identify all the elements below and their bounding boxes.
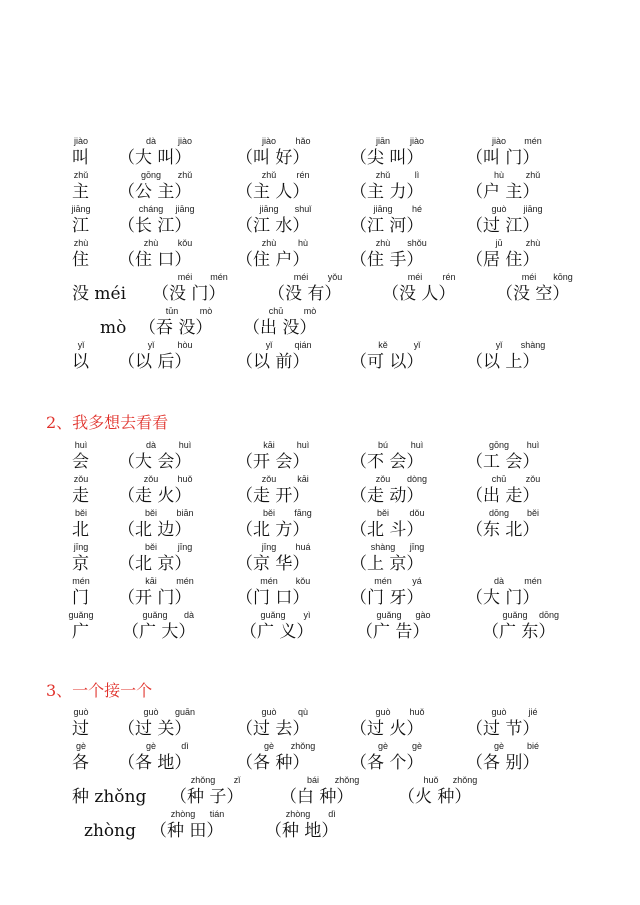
word-group-text: （没 空） [496, 284, 570, 304]
word-group-text: （东 北） [466, 520, 540, 540]
word-group-text: （没 有） [268, 284, 342, 304]
pinyin-label: chū [268, 306, 284, 316]
pinyin-label: jié [528, 707, 538, 717]
pinyin-label: guǎng [502, 610, 528, 620]
vocab-row [0, 707, 640, 741]
pinyin-label: biān [176, 508, 194, 518]
word-group-text: （白 种） [280, 787, 354, 807]
word-group-text: （走 开） [236, 486, 310, 506]
pinyin-label: yǐ [77, 340, 85, 350]
pinyin-label: huá [295, 542, 311, 552]
word-group-text: （吞 没） [139, 318, 213, 338]
pinyin-label: jiāng [71, 204, 91, 214]
vocab-row [0, 809, 640, 843]
vocab-row [0, 440, 640, 474]
pinyin-label: jiāng [523, 204, 543, 214]
pinyin-label: bié [526, 741, 539, 751]
pinyin-label: dà [493, 576, 504, 586]
pinyin-label: jiào [409, 136, 424, 146]
pinyin-label: huǒ [177, 474, 193, 484]
word-group-text: （广 大） [122, 622, 196, 642]
word-group-text: （开 会） [236, 452, 310, 472]
pinyin-label: gè [263, 741, 274, 751]
pinyin-label: běi [144, 508, 157, 518]
word-group-text: （北 京） [118, 554, 192, 574]
pinyin-label: dà [145, 136, 156, 146]
pinyin-label: fāng [294, 508, 312, 518]
word-group-text: （大 会） [118, 452, 192, 472]
pinyin-label: jīng [177, 542, 193, 552]
pinyin-label: kāi [263, 440, 275, 450]
pinyin-label: zhù [73, 238, 89, 248]
headword-text: 种 zhǒng [72, 787, 147, 807]
pinyin-label: qù [297, 707, 308, 717]
word-group-text: （北 边） [118, 520, 192, 540]
word-group-text: （门 口） [236, 588, 310, 608]
word-group-text: （广 义） [240, 622, 314, 642]
pinyin-label: yì [303, 610, 311, 620]
pinyin-label: jiào [491, 136, 506, 146]
pinyin-label: guò [491, 707, 507, 717]
word-group-text: （不 会） [350, 452, 424, 472]
vocab-row [0, 340, 640, 374]
pinyin-label: jīng [73, 542, 89, 552]
pinyin-label: dì [181, 741, 189, 751]
word-group-text: （没 门） [152, 284, 226, 304]
word-group-text: （种 子） [170, 787, 244, 807]
pinyin-label: guò [491, 204, 507, 214]
pinyin-label: zhǔ [525, 170, 541, 180]
word-group-text: （长 江） [118, 216, 192, 236]
pinyin-label: guǎng [376, 610, 402, 620]
word-group-text: （广 东） [482, 622, 556, 642]
word-group-text: （以 后） [118, 352, 192, 372]
pinyin-label: guò [143, 707, 159, 717]
pinyin-label: jiào [177, 136, 192, 146]
pinyin-label: kě [378, 340, 388, 350]
pinyin-label: méi [521, 272, 537, 282]
vocab-row [0, 238, 640, 272]
pinyin-label: guò [73, 707, 89, 717]
vocab-row [0, 306, 640, 340]
word-group-text: （以 上） [466, 352, 540, 372]
pinyin-label: jū [495, 238, 503, 248]
word-group-text: （各 种） [236, 753, 310, 773]
headword-text: 叫 [72, 148, 89, 168]
pinyin-label: guò [261, 707, 277, 717]
word-group-text: （尖 叫） [350, 148, 424, 168]
pinyin-label: běi [262, 508, 275, 518]
pinyin-label: yǒu [327, 272, 343, 282]
pinyin-label: gōng [140, 170, 162, 180]
pinyin-label: yǐ [495, 340, 503, 350]
pinyin-label: běi [74, 508, 87, 518]
pinyin-label: zhù [261, 238, 277, 248]
pinyin-label: zǒu [375, 474, 391, 484]
vocab-row [0, 474, 640, 508]
pinyin-label: zhù [525, 238, 541, 248]
word-group-text: （户 主） [466, 182, 540, 202]
word-group-text: （江 水） [236, 216, 310, 236]
word-group-text: （走 动） [350, 486, 424, 506]
pinyin-label: guǎng [142, 610, 168, 620]
word-group-text: （出 走） [466, 486, 540, 506]
vocab-row [0, 508, 640, 542]
word-group-text: （过 火） [350, 719, 424, 739]
headword-text: 走 [72, 486, 89, 506]
pinyin-label: méi [407, 272, 423, 282]
pinyin-label: zhǒng [334, 775, 360, 785]
headword-text: 北 [72, 520, 89, 540]
vocab-row [0, 272, 640, 306]
pinyin-label: qián [294, 340, 312, 350]
word-group-text: （各 别） [466, 753, 540, 773]
pinyin-label: huì [178, 440, 192, 450]
word-group-text: （开 门） [118, 588, 192, 608]
vocab-row [0, 576, 640, 610]
pinyin-label: zhǔ [177, 170, 193, 180]
vocab-row [0, 741, 640, 775]
pinyin-label: rén [442, 272, 456, 282]
pinyin-label: jiāng [259, 204, 279, 214]
pinyin-label: zǒu [261, 474, 277, 484]
word-group-text: （火 种） [398, 787, 472, 807]
pinyin-label: dòng [406, 474, 428, 484]
word-group-text: （过 江） [466, 216, 540, 236]
pinyin-label: zhǒng [290, 741, 316, 751]
pinyin-label: yǐ [413, 340, 421, 350]
section-heading: 3、一个接一个 [46, 681, 153, 700]
pinyin-label: shàng [370, 542, 396, 552]
headword-text: 住 [72, 250, 89, 270]
word-group-text: （过 关） [118, 719, 192, 739]
headword-text: 江 [72, 216, 89, 236]
pinyin-label: jiāng [175, 204, 195, 214]
headword-text: 各 [72, 753, 89, 773]
word-group-text: （出 没） [243, 318, 317, 338]
word-group-text: （北 方） [236, 520, 310, 540]
pinyin-label: méi [293, 272, 309, 282]
word-group-text: （没 人） [382, 284, 456, 304]
pinyin-label: dōng [488, 508, 510, 518]
pinyin-label: zhù [375, 238, 391, 248]
word-group-text: （住 户） [236, 250, 310, 270]
pinyin-label: huì [410, 440, 424, 450]
word-group-text: （过 节） [466, 719, 540, 739]
pinyin-label: gè [145, 741, 156, 751]
pinyin-label: jīng [261, 542, 277, 552]
headword-text: 会 [72, 452, 89, 472]
word-group-text: （大 门） [466, 588, 540, 608]
pinyin-label: zhù [143, 238, 159, 248]
pinyin-label: jīng [409, 542, 425, 552]
pinyin-label: zǒu [525, 474, 541, 484]
pinyin-label: zhǔ [73, 170, 89, 180]
word-group-text: （住 手） [350, 250, 424, 270]
pinyin-label: mén [72, 576, 90, 586]
word-group-text: （主 力） [350, 182, 424, 202]
vocab-row [0, 204, 640, 238]
word-group-text: （种 田） [150, 821, 224, 841]
pinyin-label: cháng [138, 204, 164, 214]
headword-text: 广 [72, 622, 89, 642]
vocab-row [0, 170, 640, 204]
pinyin-label: yǐ [265, 340, 273, 350]
word-group-text: （过 去） [236, 719, 310, 739]
pinyin-label: huì [296, 440, 310, 450]
word-group-text: （上 京） [350, 554, 424, 574]
pinyin-label: dà [183, 610, 194, 620]
pinyin-label: rén [296, 170, 310, 180]
pinyin-label: dōng [538, 610, 560, 620]
pinyin-label: jiào [261, 136, 276, 146]
pinyin-label: jiāng [373, 204, 393, 214]
pinyin-label: chū [491, 474, 507, 484]
word-group-text: （工 会） [466, 452, 540, 472]
pinyin-label: yǐ [147, 340, 155, 350]
pinyin-label: zǒu [143, 474, 159, 484]
vocab-row [0, 610, 640, 644]
pinyin-label: huì [74, 440, 88, 450]
pinyin-label: gè [75, 741, 86, 751]
word-group-text: （江 河） [350, 216, 424, 236]
pinyin-label: bái [306, 775, 319, 785]
word-group-text: （大 叫） [118, 148, 192, 168]
pinyin-label: hù [297, 238, 308, 248]
pinyin-label: gè [493, 741, 504, 751]
pinyin-label: kāi [145, 576, 157, 586]
word-group-text: （北 斗） [350, 520, 424, 540]
pinyin-label: jiào [73, 136, 88, 146]
headword-text: 门 [72, 588, 89, 608]
headword-text: 没 méi [72, 284, 127, 304]
vocab-row [0, 136, 640, 170]
pinyin-label: kōng [553, 272, 573, 282]
word-group-text: （各 个） [350, 753, 424, 773]
pinyin-label: gè [377, 741, 388, 751]
headword-text: 主 [72, 182, 89, 202]
pinyin-label: shàng [520, 340, 546, 350]
pinyin-label: guān [174, 707, 196, 717]
pinyin-label: hǎo [295, 136, 311, 146]
pinyin-label: zhòng [285, 809, 311, 819]
pinyin-label: kāi [297, 474, 309, 484]
word-group-text: （叫 好） [236, 148, 310, 168]
word-group-text: （可 以） [350, 352, 424, 372]
pinyin-label: yá [412, 576, 422, 586]
pinyin-label: dà [145, 440, 156, 450]
pinyin-label: mén [374, 576, 392, 586]
word-group-text: （京 华） [236, 554, 310, 574]
pinyin-label: mén [524, 136, 542, 146]
word-group-text: （走 火） [118, 486, 192, 506]
word-group-text: （叫 门） [466, 148, 540, 168]
headword-text: 以 [72, 352, 89, 372]
pinyin-label: zhǔ [375, 170, 391, 180]
pinyin-label: mò [303, 306, 317, 316]
word-group-text: （门 牙） [350, 588, 424, 608]
headword-text: 京 [72, 554, 89, 574]
vocab-row [0, 775, 640, 809]
pinyin-label: jiān [375, 136, 390, 146]
headword-text: mò [100, 318, 127, 338]
pinyin-label: shǒu [407, 238, 427, 248]
word-group-text: （主 人） [236, 182, 310, 202]
headword-text: 过 [72, 719, 89, 739]
pinyin-label: guǎng [260, 610, 286, 620]
pinyin-label: guò [375, 707, 391, 717]
pinyin-label: zhòng [170, 809, 196, 819]
pinyin-label: huì [526, 440, 540, 450]
word-group-text: （各 地） [118, 753, 192, 773]
vocab-row [0, 542, 640, 576]
pinyin-label: hé [411, 204, 422, 214]
word-group-text: （居 住） [466, 250, 540, 270]
section-heading: 2、我多想去看看 [46, 413, 169, 432]
word-group-text: （种 地） [265, 821, 339, 841]
pinyin-label: lì [414, 170, 420, 180]
pinyin-label: mén [524, 576, 542, 586]
pinyin-label: huǒ [409, 707, 425, 717]
headword-text: zhòng [84, 821, 136, 841]
pinyin-label: dǒu [409, 508, 425, 518]
pinyin-label: gōng [488, 440, 510, 450]
pinyin-label: mén [210, 272, 228, 282]
word-group-text: （广 告） [356, 622, 430, 642]
pinyin-label: tūn [165, 306, 179, 316]
pinyin-label: kǒu [177, 238, 193, 248]
pinyin-label: dì [328, 809, 336, 819]
pinyin-label: gè [411, 741, 422, 751]
pinyin-label: zhǒng [452, 775, 478, 785]
pinyin-label: guǎng [68, 610, 94, 620]
pinyin-label: zhǔ [261, 170, 277, 180]
pinyin-label: běi [376, 508, 389, 518]
pinyin-label: tián [209, 809, 225, 819]
pinyin-label: mén [260, 576, 278, 586]
pinyin-label: kǒu [295, 576, 311, 586]
pinyin-label: zǐ [233, 775, 241, 785]
pinyin-label: zhǒng [190, 775, 216, 785]
pinyin-label: běi [526, 508, 539, 518]
word-group-text: （以 前） [236, 352, 310, 372]
pinyin-label: běi [144, 542, 157, 552]
pinyin-label: shuǐ [294, 204, 312, 214]
pinyin-label: huǒ [423, 775, 439, 785]
pinyin-label: méi [177, 272, 193, 282]
pinyin-label: zǒu [73, 474, 89, 484]
pinyin-label: hù [493, 170, 504, 180]
word-group-text: （公 主） [118, 182, 192, 202]
pinyin-label: gào [415, 610, 431, 620]
word-group-text: （住 口） [118, 250, 192, 270]
pinyin-label: mò [199, 306, 213, 316]
pinyin-label: bú [377, 440, 388, 450]
pinyin-label: hòu [177, 340, 193, 350]
pinyin-label: mén [176, 576, 194, 586]
